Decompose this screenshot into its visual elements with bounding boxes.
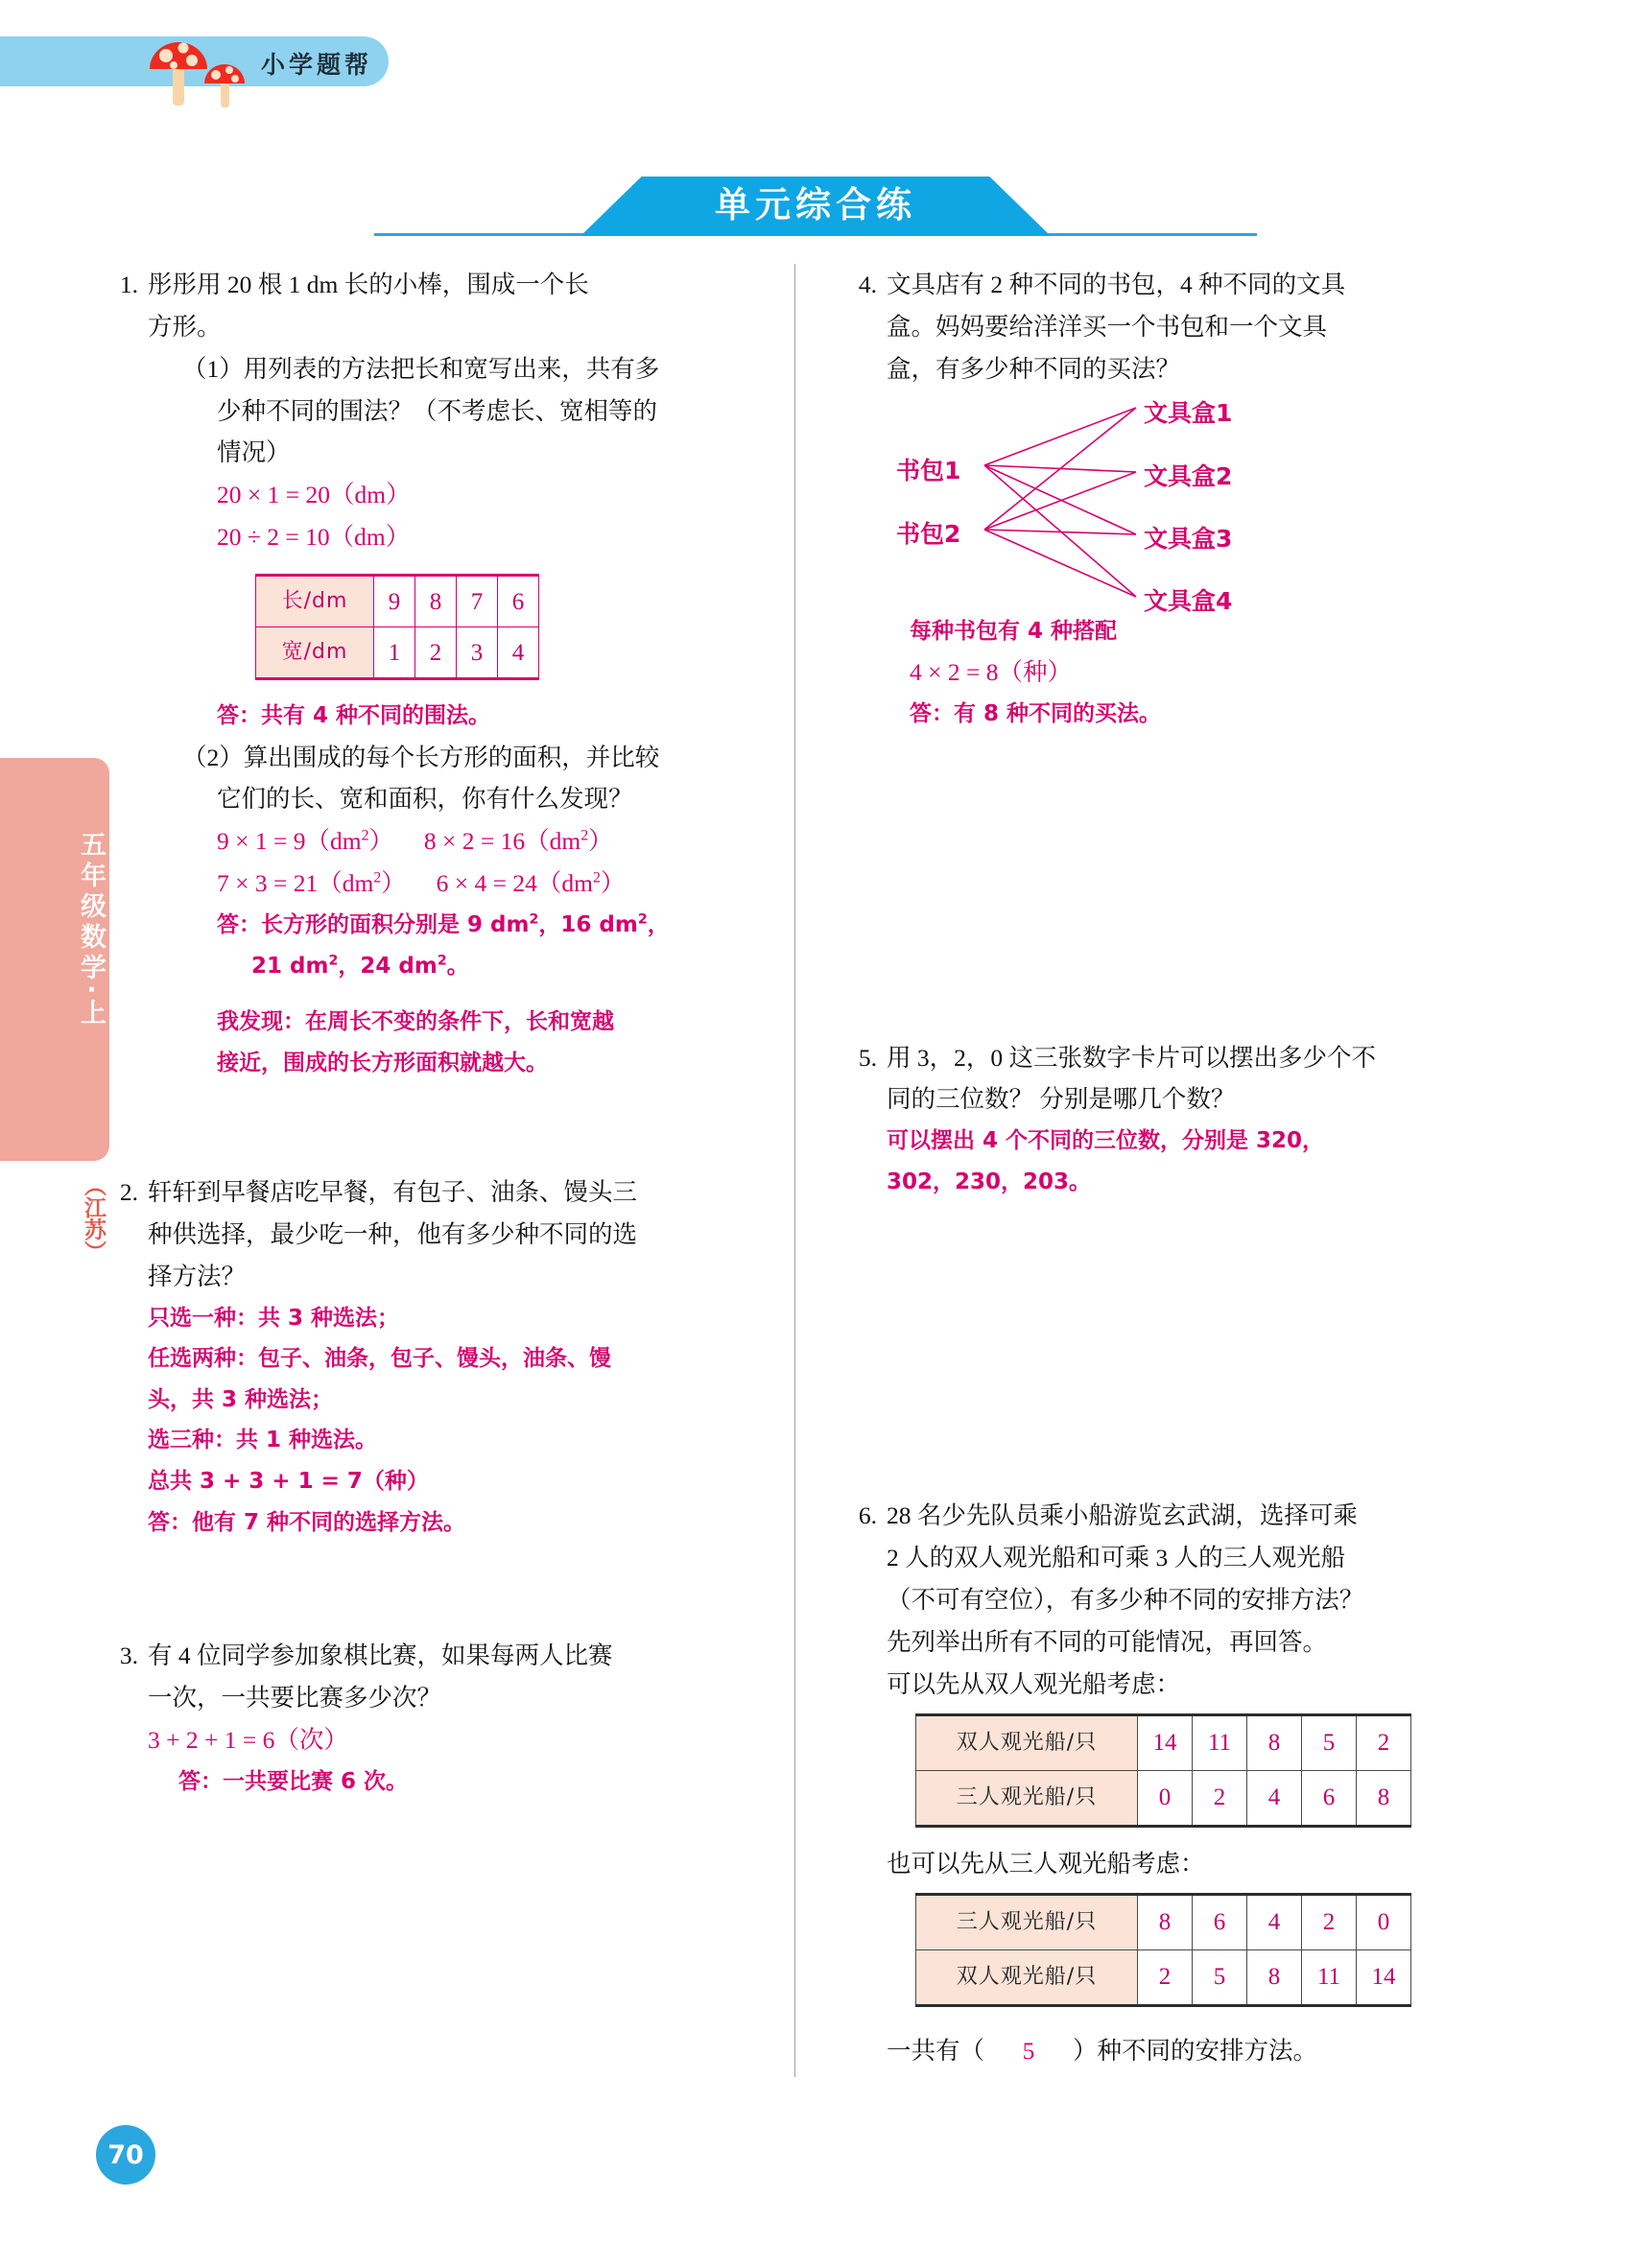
q1-row1-cell-0: 9 [374,576,415,627]
q1-area-b: 8 × 2 = 16（dm [423,827,581,856]
question-2-number: 2. [119,1178,138,1207]
question-5-answer-line2: 302，230，203。 [887,1169,1092,1194]
side-tab-label: 五年级数学·上 [76,831,106,1030]
q1-area-c: 7 × 3 = 21（dm [217,869,374,898]
question-1-calc-2: 20 ÷ 2 = 10（dm） [217,523,411,552]
q1-area-c2: ） [381,869,406,898]
question-2 [106,1171,777,1543]
q1-area-a: 9 × 1 = 9（dm [217,827,362,856]
column-divider [794,264,795,2077]
diagram-label-box-4: 文具盒4 [1144,586,1233,615]
question-3-stem-line1: 有 4 位同学参加象棋比赛，如果每两人比赛 [148,1642,613,1670]
question-1-part1-line1: （1）用列表的方法把长和宽写出来，共有多 [182,354,660,383]
question-1-finding-line2: 接近，围成的长方形面积就越大。 [217,1050,548,1075]
q1-ans2-c: 。 [446,953,469,979]
question-4-stem-line3: 盒，有多少种不同的买法？ [887,354,1181,383]
q6t2-row2-header: 双人观光船/只 [916,1949,1138,2005]
question-2-answer-line5: 总共 3 + 3 + 1 = 7（种） [148,1468,429,1494]
question-1-answer-2-line2: 21 $dm^2$，24 $dm^2$。 [251,952,469,979]
question-1-answer-2-line1: 答：长方形的面积分别是 9 $dm^2$，16 $dm^2$， [217,911,670,937]
question-6-stem-line4: 先列举出所有不同的可能情况，再回答。 [887,1627,1328,1656]
table-row [256,627,539,679]
question-4 [844,264,1516,735]
mushroom-small-icon [203,58,246,107]
q6t1-row2-cell-4: 8 [1357,1770,1411,1826]
q1-row1-header: 长/dm [256,576,374,627]
q6t1-row2-header: 三人观光船/只 [916,1770,1138,1826]
question-6-stem-line1: 28 名少先队员乘小船游览玄武湖，选择可乘 [887,1501,1358,1530]
question-1 [106,264,777,1083]
q6t2-row1-cell-3: 2 [1302,1894,1357,1949]
question-6-number: 6. [858,1501,877,1530]
page-number: 70 [96,2125,155,2185]
q6-conclusion-pre: 一共有（ [887,2036,985,2065]
question-1-part2-line1: （2）算出围成的每个长方形的面积，并比较 [182,743,660,771]
question-6-conclusion [887,2030,1516,2072]
question-4-calc: 4 × 2 = 8（种） [910,658,1073,687]
q6t2-row1-cell-1: 6 [1193,1894,1247,1949]
q6t1-row1-cell-2: 8 [1247,1714,1302,1770]
q6t2-row2-cell-0: 2 [1138,1949,1193,2005]
question-1-calc-1: 20 × 1 = 20（dm） [217,481,411,509]
question-3-stem-line2: 一次，一共要比赛多少次？ [148,1683,442,1712]
q1-row2-header: 宽/dm [256,627,374,679]
q1-ans2-mid: ，16 dm [538,912,638,937]
brand-title: 小学题帮 [261,51,373,79]
question-2-stem-line3: 择方法？ [148,1262,247,1290]
q6t1-row1-cell-4: 2 [1357,1714,1411,1770]
question-2-answer-line4: 选三种：共 1 种选法。 [148,1428,378,1453]
question-3-number: 3. [119,1642,138,1670]
q1-area-a2: ） [368,827,394,856]
side-tab-region: （江苏） [81,1174,106,1263]
question-5-stem-line2: 同的三位数？ 分别是哪几个数？ [887,1085,1236,1114]
table-row [256,576,539,627]
q1-row1-cell-3: 6 [498,576,539,627]
question-2-answer-line3: 头，共 3 种选法； [148,1386,334,1412]
question-2-answer-line2: 任选两种：包子、油条，包子、馒头，油条、馒 [148,1346,611,1372]
question-5-stem-line1: 用 3，2，0 这三张数字卡片可以摆出多少个不 [887,1043,1377,1072]
q1-row1-cell-2: 7 [457,576,498,627]
diagram-label-bag-2: 书包2 [896,519,961,548]
q6t2-row1-header: 三人观光船/只 [916,1894,1138,1949]
question-1-part1-line3: 情况） [217,438,291,467]
q6t1-row2-cell-3: 6 [1302,1770,1357,1826]
left-column [106,264,777,1802]
question-6-stem-line3: （不可有空位），有多少种不同的安排方法？ [887,1586,1364,1615]
question-6-lead-1: 可以先从双人观光船考虑： [887,1669,1181,1698]
question-4-number: 4. [858,271,877,298]
question-1-area-calc-row2: $7 \times 3 = 21(dm^2)$ $6 \times 4 = 24(dm^2)$ [217,869,626,898]
question-1-stem-line2: 方形。 [148,312,222,341]
q1-row2-cell-2: 3 [457,627,498,679]
question-1-stem-line1: 彤彤用 20 根 1 dm 长的小棒，围成一个长 [148,271,589,298]
diagram-label-bag-1: 书包1 [896,456,961,484]
q6t1-row2-cell-0: 0 [1138,1770,1193,1826]
question-5-number: 5. [858,1043,877,1072]
q6t2-row2-cell-2: 8 [1247,1949,1302,2005]
question-3-calc: 3 + 2 + 1 = 6（次） [148,1725,348,1754]
question-6 [844,1495,1516,2071]
q6t2-row1-cell-0: 8 [1138,1894,1193,1949]
question-2-stem-line2: 种供选择，最少吃一种，他有多少种不同的选 [148,1220,638,1249]
question-6-lead-2: 也可以先从三人观光船考虑： [887,1849,1205,1878]
question-1-area-calc-row1: $9 \times 1 = 9(dm^2)$ $8 \times 2 = 16(dm^2)$ [217,827,613,856]
question-5 [844,1037,1516,1203]
q6t2-row2-cell-3: 11 [1302,1949,1357,2005]
question-4-stem-line2: 盒。妈妈要给洋洋买一个书包和一个文具 [887,312,1328,341]
question-4-answer-line3: 答：有 8 种不同的买法。 [910,700,1162,726]
question-4-stem-line1: 文具店有 2 种不同的书包，4 种不同的文具 [887,271,1346,298]
question-1-table [255,574,539,680]
question-2-answer-line6: 答：他有 7 种不同的选择方法。 [148,1509,466,1535]
table-row [916,1949,1411,2005]
q6t1-row1-cell-1: 11 [1193,1714,1247,1770]
q6-conclusion-answer: 5 [1022,2036,1035,2065]
q6t2-row2-cell-4: 14 [1357,1949,1411,2005]
diagram-label-box-3: 文具盒3 [1144,524,1233,553]
question-6-table-1 [915,1713,1411,1828]
q6t1-row1-header: 双人观光船/只 [916,1714,1138,1770]
question-3 [106,1635,777,1802]
question-4-answer-line1: 每种书包有 4 种搭配 [910,618,1118,644]
q6-conclusion-post: ）种不同的安排方法。 [1073,2036,1318,2065]
q1-row2-cell-0: 1 [374,627,415,679]
question-5-answer-line1: 可以摆出 4 个不同的三位数，分别是 320， [887,1128,1325,1154]
q1-ans2-b: ，24 dm [338,953,438,979]
question-1-part1-line2: 少种不同的围法？（不考虑长、宽相等的 [217,396,658,425]
question-2-stem-line1: 轩轩到早餐店吃早餐，有包子、油条、馒头三 [148,1178,638,1207]
q6t1-row2-cell-2: 4 [1247,1770,1302,1826]
question-1-part2-line2: 它们的长、宽和面积，你有什么发现？ [217,785,633,814]
q6t1-row1-cell-3: 5 [1302,1714,1357,1770]
question-3-answer: 答：一共要比赛 6 次。 [178,1768,409,1794]
q1-area-b2: ） [588,827,613,856]
diagram-label-box-2: 文具盒2 [1144,461,1233,490]
q1-ans2-end: ， [647,912,670,937]
q1-area-d2: ） [600,869,626,898]
q6t2-row1-cell-4: 0 [1357,1894,1411,1949]
diagram-label-box-1: 文具盒1 [1144,398,1233,427]
q1-row1-cell-1: 8 [415,576,457,627]
q6t1-row2-cell-1: 2 [1193,1770,1247,1826]
question-1-finding-line1: 我发现：在周长不变的条件下，长和宽越 [217,1009,614,1035]
table-row [916,1894,1411,1949]
mushroom-large-icon [149,33,208,106]
question-1-number: 1. [119,271,138,298]
q6t2-row2-cell-1: 5 [1193,1949,1247,2005]
question-6-table-2 [915,1893,1411,2007]
q1-row2-cell-1: 2 [415,627,457,679]
section-title-banner [374,177,1257,240]
question-6-stem-line2: 2 人的双人观光船和可乘 3 人的三人观光船 [887,1544,1346,1572]
right-column [844,264,1516,2071]
q1-area-d: 6 × 4 = 24（dm [436,869,594,898]
q1-row2-cell-3: 4 [498,627,539,679]
q1-ans2-a: 21 dm [251,953,329,979]
q6t1-row1-cell-0: 14 [1138,1714,1193,1770]
question-4-matching-diagram [896,390,1433,615]
question-2-answer-line1: 只选一种：共 3 种选法； [148,1305,400,1331]
table-row [916,1770,1411,1826]
page-title: 单元综合练 [715,184,916,225]
table-row [916,1714,1411,1770]
question-1-answer-1: 答：共有 4 种不同的围法。 [217,703,491,729]
q1-ans2-pre: 答：长方形的面积分别是 9 dm [217,912,530,937]
q6t2-row1-cell-2: 4 [1247,1894,1302,1949]
